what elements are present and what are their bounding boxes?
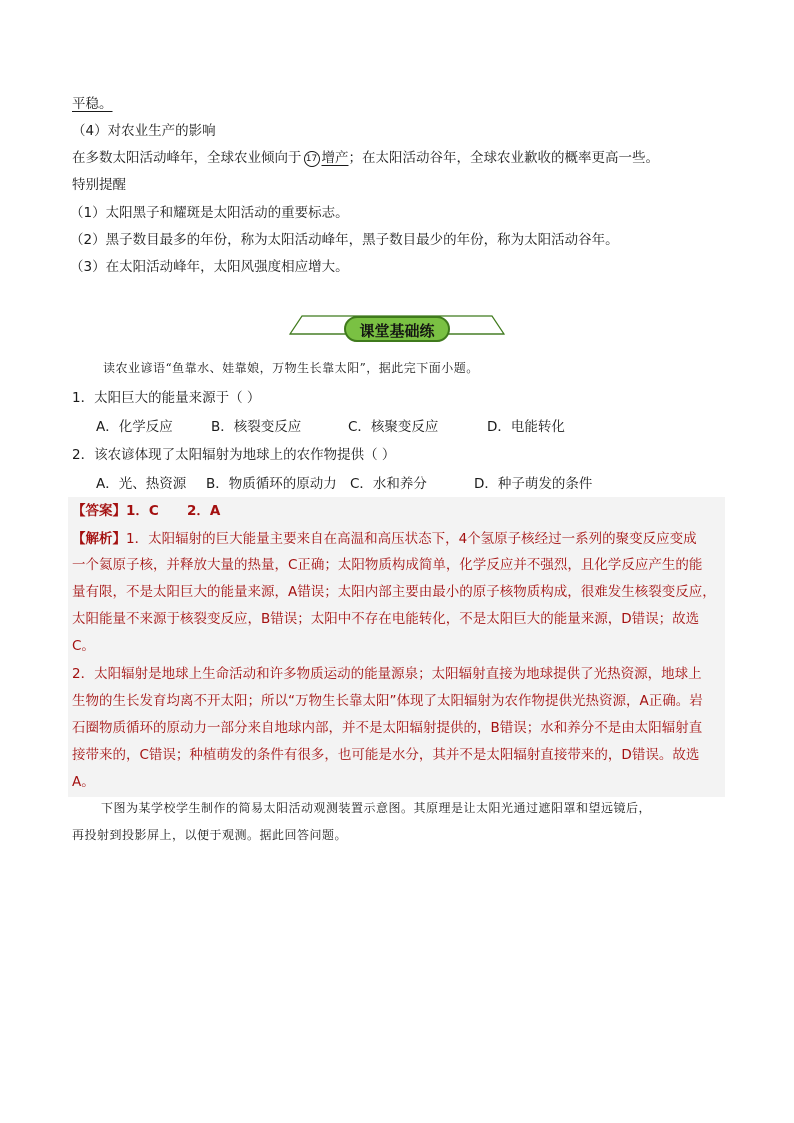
question-option: C．核聚变反应	[348, 419, 439, 435]
question-option: A．光、热资源	[96, 476, 187, 492]
explanation-line: 生物的生长发育均离不开太阳；所以“万物生长靠太阳”体现了太阳辐射为农作物提供光热资源，A正确。岩	[72, 693, 703, 709]
reminder-item: （2）黑子数目最多的年份，称为太阳活动峰年，黑子数目最少的年份，称为太阳活动谷年。	[70, 232, 619, 248]
question-intro: 读农业谚语“鱼靠水、娃靠娘，万物生长靠太阳”，据此完下面小题。	[103, 361, 479, 375]
reminder-title: 特别提醒	[72, 177, 126, 193]
text-line	[72, 94, 113, 114]
answer-text: 1．C 2．A	[126, 503, 221, 519]
next-question-intro: 再投射到投影屏上，以便于观测。据此回答问题。	[72, 828, 348, 842]
text-line-agriculture	[72, 148, 659, 168]
subheading-agriculture: （4）对农业生产的影响	[72, 123, 216, 139]
explanation-line: 2．太阳辐射是地球上生命活动和许多物质运动的能量源泉；太阳辐射直接为地球提供了光热资源，地球上	[72, 666, 702, 682]
section-banner-title: 课堂基础练	[344, 316, 450, 342]
answer-label: 【答案】	[72, 503, 126, 519]
explanation-line: 石圈物质循环的原动力一部分来自地球内部，并不是太阳辐射提供的，B错误；水和养分不是由太阳辐射直	[72, 720, 703, 736]
explanation-label: 【解析】	[72, 531, 126, 547]
answer-line	[72, 499, 220, 519]
explanation-line: C。	[72, 638, 95, 654]
explanation-line: 接带来的，C错误；种植萌发的条件有很多，也可能是水分，其并不是太阳辐射直接带来的，D错误。故选	[72, 747, 700, 763]
question-option: B．核裂变反应	[211, 419, 302, 435]
question-stem: 1．太阳巨大的能量来源于（ ）	[72, 390, 261, 406]
reminder-item: （1）太阳黑子和耀斑是太阳活动的重要标志。	[70, 205, 349, 221]
underlined-answer: 增产	[321, 150, 349, 166]
continuation-text: 平稳。	[72, 96, 113, 112]
circled-number: 17	[304, 151, 320, 167]
text-segment: ；在太阳活动谷年，全球农业歉收的概率更高一些。	[348, 150, 659, 166]
explanation-line: 太阳能量不来源于核裂变反应，B错误；太阳中不存在电能转化，不是太阳巨大的能量来源，D错误；故选	[72, 611, 700, 627]
question-stem: 2．该农谚体现了太阳辐射为地球上的农作物提供（ ）	[72, 447, 396, 463]
text-segment: 在多数太阳活动峰年，全球农业倾向于	[72, 150, 302, 166]
question-option: B．物质循环的原动力	[206, 476, 337, 492]
question-option: C．水和养分	[350, 476, 427, 492]
explanation-text: 1．太阳辐射的巨大能量主要来自在高温和高压状态下，4个氢原子核经过一系列的聚变反应变成	[126, 531, 697, 547]
question-option: D．种子萌发的条件	[474, 476, 593, 492]
explanation-line: 量有限，不是太阳巨大的能量来源，A错误；太阳内部主要由最小的原子核物质构成，很难发生核裂变反应，	[72, 584, 716, 600]
next-question-intro: 下图为某学校学生制作的简易太阳活动观测装置示意图。其原理是让太阳光通过遮阳罩和望远镜后，	[101, 801, 652, 815]
explanation-line: A。	[72, 774, 95, 790]
question-option: D．电能转化	[487, 419, 565, 435]
reminder-item: （3）在太阳活动峰年，太阳风强度相应增大。	[70, 259, 349, 275]
explanation-line: 一个氦原子核，并释放大量的热量，C正确；太阳物质构成简单，化学反应并不强烈，且化学反应产生的能	[72, 557, 703, 573]
explanation-line	[72, 527, 723, 547]
question-option: A．化学反应	[96, 419, 173, 435]
